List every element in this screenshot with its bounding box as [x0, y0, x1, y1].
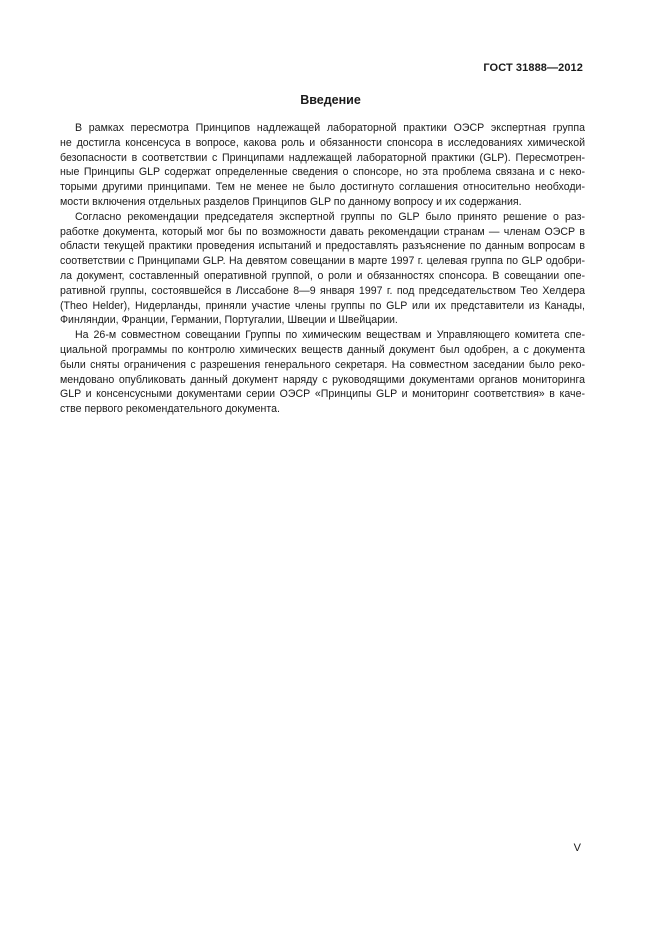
section-title: Введение: [300, 93, 361, 107]
page-number: V: [573, 842, 581, 854]
text-line: В рамках пересмотра Принципов надлежащей лабораторной практики ОЭСР экспертная группа: [75, 122, 585, 134]
text-line: мости включения отдельных разделов Принципов GLP по данному вопросу и их содержания.: [60, 195, 522, 208]
text-line: соответствии с Принципами GLP. На девятом совещании в марте 1997 г. целевая группа по GLP одобри-: [60, 255, 585, 268]
text-line: области текущей практики проведения испытаний и предоставлять разъяснение по данным вопросам в: [60, 240, 585, 253]
body-text: [60, 121, 585, 417]
paragraph-3: [60, 328, 585, 417]
text-line: Согласно рекомендации председателя экспертной группы по GLP было принято решение о раз-: [75, 210, 585, 223]
paragraph-2: [60, 210, 585, 328]
paragraph-1: [60, 121, 585, 210]
text-line: ративной группы, состоявшейся в Лиссабоне 8—9 января 1997 г. под председательством Тео Хелдера: [60, 284, 585, 297]
text-line: были сняты ограничения с разрешения генерального секретаря. На совместном заседании было реко-: [60, 358, 585, 371]
text-line: (Theo Helder), Нидерланды, приняли участие члены группы по GLP или их представители из Канады,: [60, 299, 585, 312]
text-line: ные Принципы GLP содержат определенные сведения о спонсоре, но эта проблема связана и с неко-: [60, 166, 585, 179]
text-line: циальной программы по контролю химических веществ данный документ был одобрен, а с документа: [60, 343, 585, 356]
document-header-standard-id: ГОСТ 31888—2012: [483, 62, 583, 74]
text-line: безопасности в соответствии с Принципами надлежащей лабораторной практики (GLP). Пересмотрен-: [60, 151, 585, 164]
text-line: GLP и консенсусными документами серии ОЭСР «Принципы GLP и мониторинг соответствия» в каче-: [60, 388, 585, 401]
text-line: На 26-м совместном совещании Группы по химическим веществам и Управляющего комитета спе-: [75, 329, 585, 342]
text-line: не достигла консенсуса в вопросе, какова роль и обязанности спонсора в исследованиях химической: [60, 136, 585, 149]
text-line: торыми другими принципами. Тем не менее не было достигнуто соглашения относительно необходи-: [60, 181, 585, 194]
text-line: Финляндии, Франции, Германии, Португалии, Швеции и Швейцарии.: [60, 314, 398, 327]
text-line: мендовано опубликовать данный документ наряду с руководящими документами органов мониторинга: [60, 373, 585, 386]
text-line: работке документа, который мог бы по возможности давать рекомендации странам — членам ОЭСР в: [60, 225, 585, 238]
text-line: ла документ, составленный оперативной группой, о роли и обязанностях спонсора. В совещании опе-: [60, 269, 585, 282]
text-line: стве первого рекомендательного документа.: [60, 403, 280, 416]
